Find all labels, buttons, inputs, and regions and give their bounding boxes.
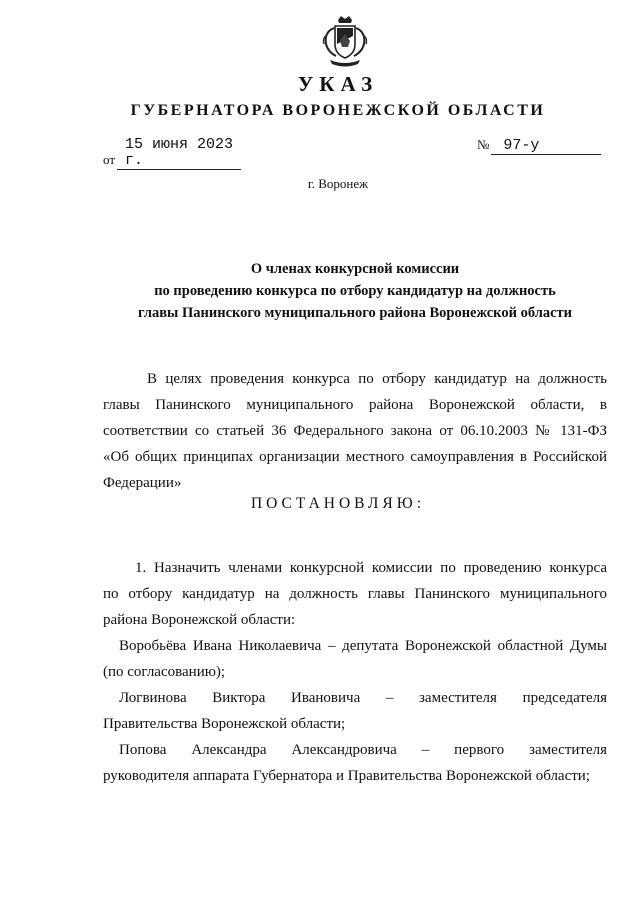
preamble-paragraph <box>103 366 607 496</box>
decree-word: ПОСТАНОВЛЯЮ: <box>250 495 426 512</box>
paragraph-line: руководителя аппарата Губернатора и Правительства Воронежской области; <box>103 768 591 784</box>
paragraph-line: Федерации» <box>103 475 182 491</box>
item-1-paragraph <box>103 555 607 633</box>
date-prefix: от <box>103 152 116 167</box>
voronezh-coat-of-arms-icon <box>318 14 372 68</box>
paragraph-line: по отбору кандидатур на должность главы Панинского муниципального <box>103 586 607 602</box>
decree-heading <box>120 258 590 324</box>
paragraph-line: района Воронежской области: <box>103 612 296 628</box>
member-entry <box>103 737 607 789</box>
paragraph-line: Правительства Воронежской области; <box>103 716 346 732</box>
paragraph-line: «Об общих принципах организации местного самоуправления в Российской <box>103 449 607 465</box>
member-entry <box>103 633 607 685</box>
number-prefix: № <box>477 137 490 152</box>
heading-line: по проведению конкурса по отбору кандидатур на должность <box>154 283 556 299</box>
number-field <box>477 137 601 155</box>
paragraph-line: (по согласованию); <box>103 664 226 680</box>
paragraph-line: В целях проведения конкурса по отбору кандидатур на должность <box>147 371 607 387</box>
paragraph-line: Логвинова Виктора Ивановича – заместителя председателя <box>119 690 607 706</box>
paragraph-line: Воробьёва Ивана Николаевича – депутата Воронежской областной Думы <box>119 638 607 654</box>
document-issuer: ГУБЕРНАТОРА ВОРОНЕЖСКОЙ ОБЛАСТИ <box>130 102 546 119</box>
city: г. Воронеж <box>307 176 369 191</box>
number-value: 97-у <box>491 138 601 155</box>
date-value: 15 июня 2023 г. <box>117 137 241 170</box>
document-title: УКАЗ <box>297 72 379 96</box>
member-entry <box>103 685 607 737</box>
paragraph-line: Попова Александра Александровича – первого заместителя <box>119 742 607 758</box>
heading-line: главы Панинского муниципального района Воронежской области <box>137 305 573 321</box>
paragraph-line: 1. Назначить членами конкурсной комиссии по проведению конкурса <box>135 560 607 576</box>
paragraph-line: соответствии со статьей 36 Федерального закона от 06.10.2003 № 131-ФЗ <box>103 423 607 439</box>
heading-line: О членах конкурсной комиссии <box>250 261 460 277</box>
paragraph-line: главы Панинского муниципального района Воронежской области, в <box>103 397 607 413</box>
date-field <box>103 137 241 170</box>
